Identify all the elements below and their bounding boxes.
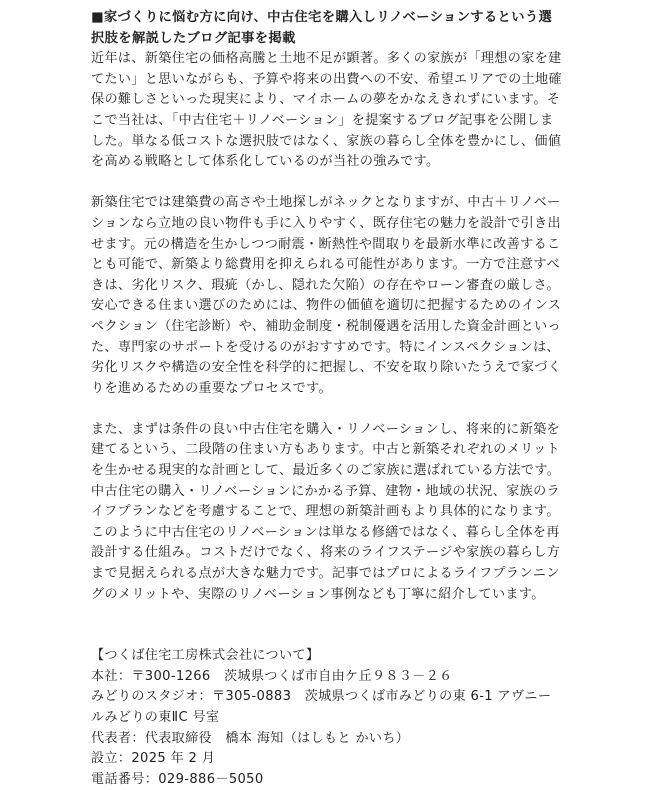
paragraph-intro: 近年は、新築住宅の価格高騰と土地不足が顕著。多くの家族が「理想の家を建てたい」と思いながらも、予算や将来の出費への不安、希望エリアでの土地確保の難しさといった現実により、マイホームの夢をかなえきれずにいます。そこで当社は、「中古住宅＋リノベーション」を提案するブログ記事を公開しました。単なる低コストな選択肢ではなく、家族の暮らし全体を豊かにし、価値を高める戦略として体系化しているのが当社の強みです。 xyxy=(91,51,562,170)
company-established: 設立：2025 年 2 月 xyxy=(91,751,216,767)
company-head-office: 本社：〒300-1266 茨城県つくば市自由ケ丘９８３－２６ xyxy=(91,668,453,684)
paragraph-benefits: 新築住宅では建築費の高さや土地探しがネックとなりますが、中古＋リノベーションなら立地の良い物件も手に入りやすく、既存住宅の魅力を設計で引き出せます。元の構造を生かしつつ耐震・断熱性や間取りを最新水準に改善することも可能で、新築より総費用を抑えられる可能性があります。一方で注意すべきは、劣化リスク、瑕疵（かし、隠れた欠陥）の存在やローン審査の厳しさ。安心できる住まい選びのためには、物件の価値を適切に把握するためのインスペクション（住宅診断）や、補助金制度・税制優遇を活用した資金計画といった、専門家のサポートを受けるのがおすすめです。特にインスペクションは、劣化リスクや構造の安全性を科学的に把握し、不安を取り除いたうえで家づくりを進めるための重要なプロセスです。 xyxy=(91,195,562,396)
headline: ■家づくりに悩む方に向け、中古住宅を購入しリノベーションするという選択肢を解説したブログ記事を掲載 xyxy=(91,10,553,46)
company-studio: みどりのスタジオ：〒305-0883 茨城県つくば市みどりの東 6-1 アヴニールみどりの東ⅡC 号室 xyxy=(91,689,552,725)
company-heading: 【つくば住宅工房株式会社について】 xyxy=(91,648,320,664)
company-phone: 電話番号：029-886－5050 xyxy=(91,771,264,787)
paragraph-two-step-plan: また、まずは条件の良い中古住宅を購入・リノベーションし、将来的に新築を建てるという、二段階の住まい方もあります。中古と新築それぞれのメリットを生かせる現実的な計画として、最近多くのご家族に選ばれている方法です。中古住宅の購入・リノベーションにかかる予算、建物・地域の状況、家族のライフプランなどを考慮することで、理想の新築計画もより具体的になります。このように中古住宅のリノベーションは単なる修繕ではなく、暮らし全体を再設計する仕組み。コストだけでなく、将来のライフステージや家族の暮らし方まで見据えられる点が大きな魅力です。記事ではプロによるライフプランニングのメリットや、実際のリノベーション事例なども丁寧に紹介しています。 xyxy=(91,421,561,602)
company-info xyxy=(91,646,562,790)
section-spacer xyxy=(91,605,562,646)
company-representative: 代表者：代表取締役 橋本 海知（はしもと かいち） xyxy=(91,730,410,746)
